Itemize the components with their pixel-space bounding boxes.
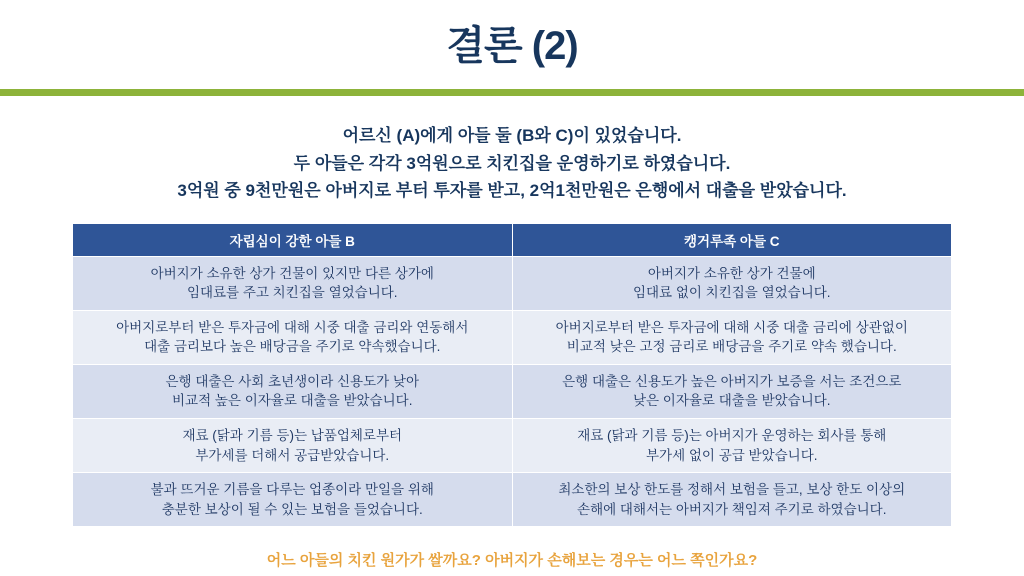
intro-line-2: 두 아들은 각각 3억원으로 치킨집을 운영하기로 하였습니다. bbox=[293, 153, 731, 173]
cell-line: 아버지로부터 받은 투자금에 대해 시중 대출 금리에 상관없이 bbox=[555, 319, 908, 335]
cell-line: 비교적 낮은 고정 금리로 배당금을 주기로 약속 했습니다. bbox=[566, 339, 897, 355]
cell-line: 충분한 보상이 될 수 있는 보험을 들었습니다. bbox=[161, 501, 423, 517]
cell-son-b bbox=[73, 473, 513, 527]
column-header-son-b: 자립심이 강한 아들 B bbox=[73, 223, 513, 256]
cell-line: 임대료를 주고 치킨집을 열었습니다. bbox=[186, 285, 398, 301]
cell-line: 낮은 이자율로 대출을 받았습니다. bbox=[632, 393, 831, 409]
table-row bbox=[73, 364, 952, 418]
cell-son-b bbox=[73, 364, 513, 418]
cell-line: 아버지가 소유한 상가 건물에 bbox=[647, 265, 816, 281]
cell-son-b bbox=[73, 256, 513, 310]
page-title: 결론 (2) bbox=[446, 24, 578, 68]
cell-line: 재료 (닭과 기름 등)는 아버지가 운영하는 회사를 통해 bbox=[577, 427, 887, 443]
intro-line-3: 3억원 중 9천만원은 아버지로 부터 투자를 받고, 2억1천만원은 은행에서 대출을 받았습니다. bbox=[177, 181, 847, 201]
cell-son-c bbox=[512, 256, 952, 310]
cell-line: 불과 뜨거운 기름을 다루는 업종이라 만일을 위해 bbox=[150, 482, 434, 498]
cell-son-c bbox=[512, 418, 952, 472]
cell-line: 임대료 없이 치킨집을 열었습니다. bbox=[632, 285, 831, 301]
cell-son-b bbox=[73, 418, 513, 472]
cell-line: 최소한의 보상 한도를 정해서 보험을 들고, 보상 한도 이상의 bbox=[558, 482, 906, 498]
cell-line: 부가세 없이 공급 받았습니다. bbox=[646, 447, 818, 463]
cell-line: 아버지로부터 받은 투자금에 대해 시중 대출 금리와 연동해서 bbox=[116, 319, 469, 335]
cell-son-c bbox=[512, 364, 952, 418]
comparison-table-wrap bbox=[72, 223, 952, 528]
cell-line: 대출 금리보다 높은 배당금을 주기로 약속했습니다. bbox=[144, 339, 441, 355]
table-header-row bbox=[73, 223, 952, 256]
column-header-son-c: 캥거루족 아들 C bbox=[512, 223, 952, 256]
cell-line: 손해에 대해서는 아버지가 책임져 주기로 하였습니다. bbox=[577, 501, 887, 517]
cell-line: 비교적 높은 이자율로 대출을 받았습니다. bbox=[172, 393, 413, 409]
cell-son-b bbox=[73, 310, 513, 364]
cell-line: 부가세를 더해서 공급받았습니다. bbox=[195, 447, 390, 463]
cell-line: 재료 (닭과 기름 등)는 납품업체로부터 bbox=[182, 427, 403, 443]
cell-son-c bbox=[512, 310, 952, 364]
table-row bbox=[73, 256, 952, 310]
table-row bbox=[73, 418, 952, 472]
table-row bbox=[73, 473, 952, 527]
closing-question: 어느 아들의 치킨 원가가 쌀까요? 아버지가 손해보는 경우는 어느 쪽인가요? bbox=[266, 552, 758, 570]
cell-line: 은행 대출은 신용도가 높은 아버지가 보증을 서는 조건으로 bbox=[562, 373, 902, 389]
cell-line: 아버지가 소유한 상가 건물이 있지만 다른 상가에 bbox=[150, 265, 434, 281]
comparison-table bbox=[72, 223, 952, 528]
accent-divider bbox=[0, 89, 1024, 96]
cell-son-c bbox=[512, 473, 952, 527]
intro-line-1: 어르신 (A)에게 아들 둘 (B와 C)이 있었습니다. bbox=[342, 126, 682, 145]
table-row bbox=[73, 310, 952, 364]
intro-paragraph bbox=[0, 122, 1024, 205]
cell-line: 은행 대출은 사회 초년생이라 신용도가 낮아 bbox=[165, 373, 419, 389]
